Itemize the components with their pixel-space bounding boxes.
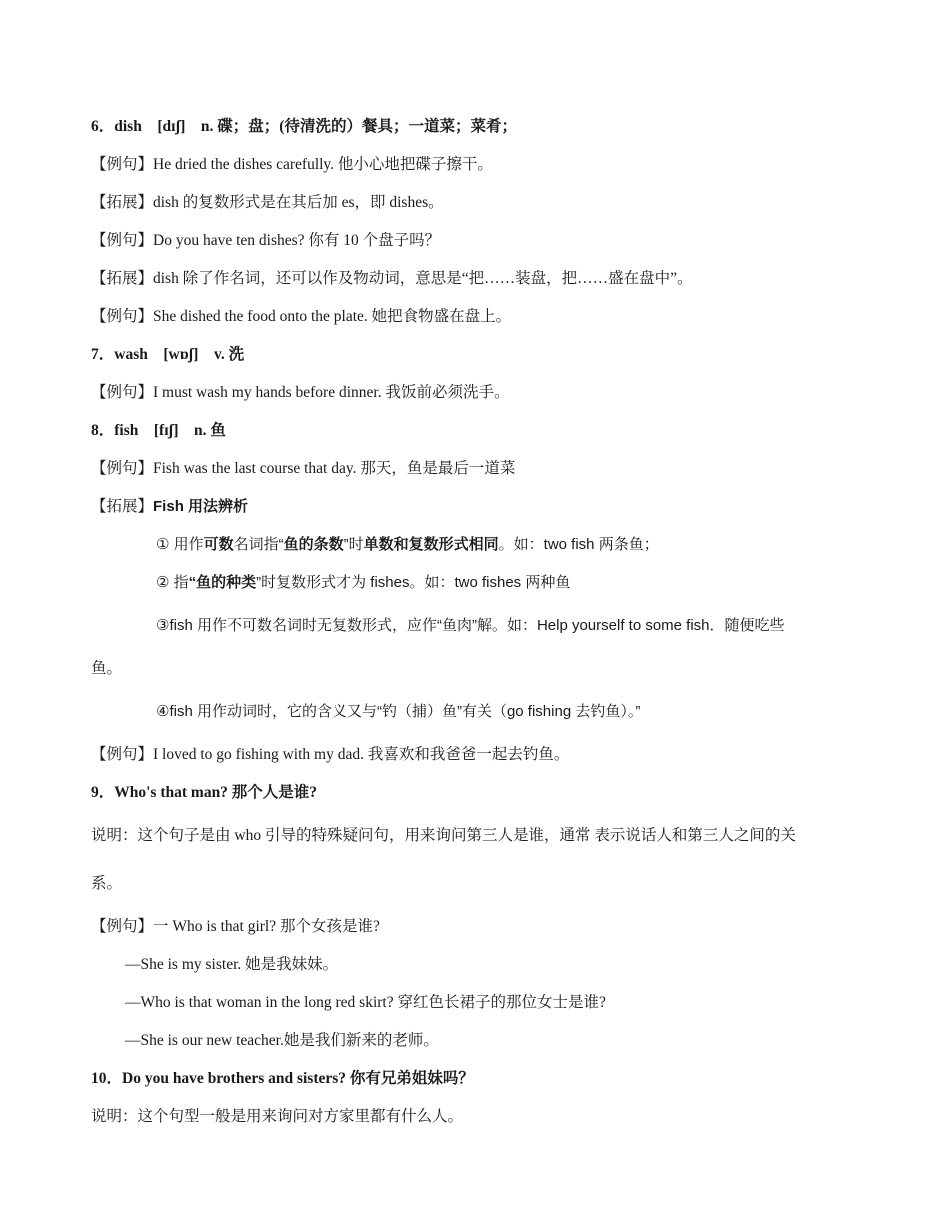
extension-label: 【拓展】 bbox=[91, 498, 154, 515]
example-sentence: 【例句】I must wash my hands before dinner. 我饭前必须洗手。 bbox=[91, 384, 510, 401]
dialogue-line: —Who is that woman in the long red skirt? 穿红色长裙子的那位女士是谁? bbox=[125, 994, 606, 1011]
example-sentence: 【例句】He dried the dishes carefully. 他小心地把碟子擦干。 bbox=[91, 156, 493, 173]
extension-title: Fish 用法辨析 bbox=[153, 498, 249, 515]
document-page bbox=[91, 108, 861, 1136]
usage-point-1: ① 用作可数名词指“鱼的条数”时单数和复数形式相同。如：two fish 两条鱼； bbox=[156, 536, 659, 553]
usage-point-2: ② 指“鱼的种类”时复数形式才为 fishes。如：two fishes 两种鱼 bbox=[156, 574, 571, 591]
usage-point-4: ④fish 用作动词时，它的含义又与“钓（捕）鱼”有关（go fishing 去钓鱼）。” bbox=[156, 703, 641, 720]
example-sentence: 【例句】She dished the food onto the plate. 她把食物盛在盘上。 bbox=[91, 308, 512, 325]
item-10-heading: 10．Do you have brothers and sisters? 你有兄弟姐妹吗？ bbox=[91, 1070, 474, 1087]
explanation-note: 说明：这个句子是由 who 引导的特殊疑问句，用来询问第三人是谁，通常 表示说话人和第三人之间的关 bbox=[91, 827, 796, 844]
dialogue-line: —She is our new teacher.她是我们新来的老师。 bbox=[125, 1032, 439, 1049]
extension-note: 【拓展】dish 的复数形式是在其后加 es，即 dishes。 bbox=[91, 194, 444, 211]
example-sentence: 【例句】一 Who is that girl? 那个女孩是谁? bbox=[91, 918, 380, 935]
example-sentence: 【例句】Fish was the last course that day. 那天，鱼是最后一道菜 bbox=[91, 460, 516, 477]
extension-heading bbox=[91, 488, 861, 526]
usage-point-3: ③fish 用作不可数名词时无复数形式，应作“鱼肉”解。如：Help yourself to some fish．随便吃些 bbox=[156, 617, 785, 634]
item-7-heading: 7．wash [wɒʃ] v. 洗 bbox=[91, 346, 245, 363]
item-6-heading: 6．dish [dɪʃ] n. 碟；盘；(待清洗的）餐具；一道菜；菜肴； bbox=[91, 118, 517, 135]
explanation-note: 说明：这个句型一般是用来询问对方家里都有什么人。 bbox=[91, 1108, 464, 1125]
example-sentence: 【例句】Do you have ten dishes? 你有 10 个盘子吗？ bbox=[91, 232, 441, 249]
dialogue-line: —She is my sister. 她是我妹妹。 bbox=[125, 956, 339, 973]
explanation-note-continued: 系。 bbox=[91, 875, 123, 892]
item-8-heading: 8．fish [fɪʃ] n. 鱼 bbox=[91, 422, 226, 439]
usage-point-3-continued: 鱼。 bbox=[91, 660, 123, 677]
extension-note: 【拓展】dish 除了作名词，还可以作及物动词，意思是“把……装盘，把……盛在盘中”。 bbox=[91, 270, 693, 287]
item-9-heading: 9．Who's that man? 那个人是谁? bbox=[91, 784, 318, 801]
example-sentence: 【例句】I loved to go fishing with my dad. 我喜欢和我爸爸一起去钓鱼。 bbox=[91, 746, 570, 763]
